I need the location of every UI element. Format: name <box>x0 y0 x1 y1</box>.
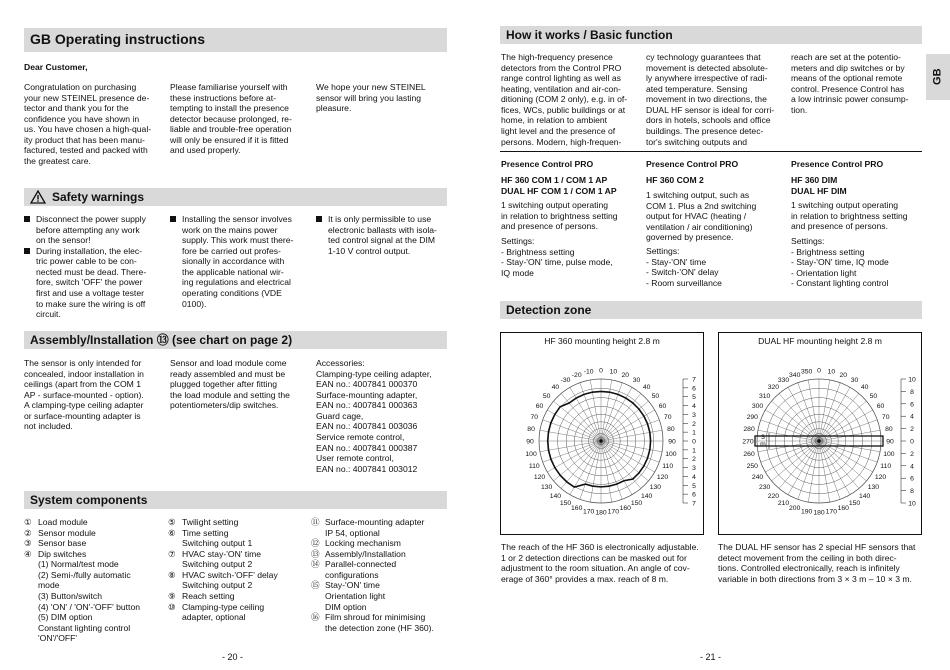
angle-label: 180 <box>813 509 825 517</box>
components-list-3 <box>311 517 451 633</box>
components-list-1 <box>24 517 164 644</box>
scale-label: 5 <box>692 394 696 402</box>
list-item: ⑦ HVAC stay-'ON' time Switching output 2 <box>168 548 262 570</box>
corridor-width-label: 3 <box>761 434 765 441</box>
angle-label: 250 <box>746 462 758 470</box>
list-item: ⑯ Film shroud for minimising the detection zone (HF 360). <box>311 612 434 633</box>
list-item: During installation, the elec- tric power cable to be con- nected must be dead. There- fore, switch 'OFF' the power first and use a voltage tester to make sure the wiring is off circuit. <box>24 246 164 320</box>
divider <box>500 151 922 152</box>
scale-label: 3 <box>692 411 696 419</box>
angle-label: 200 <box>789 505 801 513</box>
intro-col-3: We hope your new STEINEL sensor will bring you lasting pleasure. <box>316 82 426 114</box>
scale-label: 2 <box>910 450 914 458</box>
dualhf-detection-diagram: DUAL HF mounting height 2.8 m 350 0 10 20 30 40 50 60 70 80 90 100 110 120 130 140 150 160 170 180 190 200 210 220 230 240 250 260 270 280 290 300 310 320 330 340 10 8 6 4 2 0 2 4 6 8 10 3 m <box>718 332 922 535</box>
angle-label: 30 <box>850 377 859 385</box>
angle-label: 60 <box>658 403 667 410</box>
angle-label: 310 <box>758 392 771 400</box>
scale-label: 2 <box>692 456 696 464</box>
scale-label: 7 <box>692 500 696 508</box>
angle-label: 60 <box>876 403 885 410</box>
angle-label: 130 <box>867 484 880 492</box>
list-item: It is only permissible to use electronic ballasts with isola- ted control signal at the DIM 1-10 V control output. <box>316 214 451 256</box>
scale-label: 6 <box>910 475 914 483</box>
angle-label: 160 <box>571 505 583 513</box>
angle-label: 50 <box>542 392 551 400</box>
angle-label: 190 <box>800 508 813 516</box>
angle-label: 0 <box>817 367 821 375</box>
list-item: (3) Button/switch <box>38 590 102 601</box>
angle-label: 220 <box>767 492 780 500</box>
intro-col-2: Please familiarise yourself with these instructions before at- tempting to install the presence detector because prolonged, re- liable and trouble-free operation will only be ensured if it is fitted and used properly. <box>170 82 292 156</box>
how-col-3: reach are set at the potentio- meters and dip switches or by means of the optional remote control. Presence Control has a low intrinsic power consump- tion. <box>791 52 909 115</box>
scale-label: 3 <box>692 465 696 473</box>
product-1-settings: Settings: - Brightness setting - Stay-'ON' time, pulse mode, IQ mode <box>501 236 613 278</box>
angle-label: 330 <box>777 377 790 385</box>
angle-label: 280 <box>743 426 755 434</box>
angle-label: 260 <box>743 450 755 458</box>
angle-label: 110 <box>528 462 540 470</box>
angle-label: 20 <box>621 371 630 379</box>
page-number-left: - 20 - <box>222 652 244 662</box>
assembly-col-1: The sensor is only intended for concealed, indoor installation in ceilings (apart from the COM 1 AP - surface-mounted - option). A clamping-type ceiling adapter or surface-mounting adapter is not included. <box>24 358 144 432</box>
scale-label: 1 <box>692 429 696 437</box>
how-col-2: cy technology guarantees that movement is detected absolute- ly anywhere irrespective of radi- ated temperature. Sensing movement in two directions, the DUAL HF sensor is ideal for corri- dors in hotels, schools and office buildings. The presence detec- tor's switching outputs and <box>646 52 775 147</box>
list-item: Disconnect the power supply before attempting any work on the sensor! <box>24 214 164 246</box>
angle-label: 150 <box>848 499 861 507</box>
scale-label: 2 <box>692 420 696 428</box>
list-item: ② Sensor module <box>24 527 96 538</box>
product-1-heading: Presence Control PRO <box>501 159 594 169</box>
list-item: ⑩ Clamping-type ceiling adapter, optional <box>168 601 265 623</box>
assembly-col-3: Accessories: Clamping-type ceiling adapter, EAN no.: 4007841 000370 Surface-mounting adapter, EAN no.: 4007841 000363 Guard cage, EAN no.: 4007841 003036 Service remote control, EAN no.: 4007841 000387 User remote control, EAN no.: 4007841 003012 <box>316 358 432 474</box>
scale-label: 4 <box>692 473 696 481</box>
scale-label: 5 <box>692 482 696 490</box>
scale-label: 0 <box>910 438 914 446</box>
language-tab: GB <box>926 54 950 100</box>
list-item: ⑪ Surface-mounting adapter IP 54, optional <box>311 517 425 538</box>
list-item: ⑬ Assembly/Installation <box>311 548 406 559</box>
scale-label: 6 <box>910 401 914 409</box>
scale-label: 8 <box>910 388 914 396</box>
hf360-polar-chart <box>501 333 703 534</box>
angle-label: 240 <box>751 474 764 481</box>
angle-label: 300 <box>751 403 764 410</box>
scale-label: 2 <box>910 426 914 434</box>
scale-label: 10 <box>908 500 916 508</box>
angle-label: 140 <box>640 492 653 500</box>
warning-icon <box>30 190 46 204</box>
list-item: ④ Dip switches <box>24 548 87 559</box>
angle-label: 130 <box>540 484 553 492</box>
angle-label: 30 <box>632 377 641 385</box>
scale-label: 4 <box>692 403 696 411</box>
list-item: ⑨ Reach setting <box>168 590 235 601</box>
angle-label: 80 <box>527 426 535 434</box>
list-item: ⑥ Time setting Switching output 1 <box>168 527 253 549</box>
angle-label: 160 <box>837 505 849 513</box>
angle-label: 40 <box>551 384 560 392</box>
angle-label: 40 <box>642 384 651 392</box>
sensor-center <box>599 439 602 442</box>
list-item: ⑫ Locking mechanism <box>311 538 401 549</box>
scale-label: 4 <box>910 413 914 421</box>
angle-label: 40 <box>860 384 869 392</box>
list-item: ③ Sensor base <box>24 538 87 549</box>
product-2-settings: Settings: - Stay-'ON' time - Switch-'ON' delay - Room surveillance <box>646 246 722 288</box>
angle-label: 50 <box>869 392 878 400</box>
angle-label: 100 <box>883 450 895 458</box>
list-item: ⑤ Twilight setting <box>168 517 239 527</box>
angle-label: 60 <box>535 403 544 410</box>
safety-list-2 <box>170 214 310 309</box>
angle-label: 120 <box>874 474 887 481</box>
detection-header: Detection zone <box>500 301 922 319</box>
angle-label: 100 <box>665 450 677 458</box>
angle-label: 20 <box>839 371 848 379</box>
angle-label: 90 <box>526 438 534 446</box>
angle-label: 320 <box>767 384 780 392</box>
angle-label: 170 <box>607 508 620 516</box>
angle-label: 120 <box>656 474 669 481</box>
dualhf-polar-chart <box>719 333 921 534</box>
angle-label: 180 <box>595 509 607 517</box>
how-header: How it works / Basic function <box>500 26 922 44</box>
safety-list-1 <box>24 214 164 320</box>
angle-label: 160 <box>619 505 631 513</box>
list-item: Installing the sensor involves work on the mains power supply. This work must there- fore be carried out profes- sionally in accordance with the applicable national wir- ing regulations and electrical operating conditions (VDE 0100). <box>170 214 310 309</box>
product-3-desc: 1 switching output operating in relation to brightness setting and presence of persons. <box>791 200 908 232</box>
scale-label: 10 <box>908 376 916 384</box>
angle-label: -30 <box>560 377 571 385</box>
scale-label: 7 <box>692 376 696 384</box>
angle-label: -10 <box>583 368 594 376</box>
angle-label: 170 <box>582 508 595 516</box>
angle-label: 70 <box>881 414 890 422</box>
greeting: Dear Customer, <box>24 62 88 72</box>
scale-label: 6 <box>692 491 696 499</box>
list-item: ⑮ Stay-'ON' time Orientation light DIM option <box>311 580 386 612</box>
angle-label: 70 <box>530 414 539 422</box>
diagram-2-caption: The DUAL HF sensor has 2 special HF sensors that detect movement from the ceiling in both direc- tions. Controlled electronically, reach is infinitely variable in both directions from 3 × 3 m – 10 × 3 m. <box>718 542 916 584</box>
product-3-heading: Presence Control PRO <box>791 159 884 169</box>
product-3-settings: Settings: - Brightness setting - Stay-'ON' time, IQ mode - Orientation light - Constant lighting control <box>791 236 889 289</box>
list-item: (1) Normal/test mode <box>38 559 119 570</box>
angle-label: 10 <box>827 368 836 376</box>
scale-label: 1 <box>692 447 696 455</box>
angle-label: 80 <box>667 426 675 434</box>
angle-label: 80 <box>885 426 893 434</box>
list-item: (5) DIM option Constant lighting control 'ON'/'OFF' <box>38 612 131 644</box>
angle-label: 170 <box>825 508 838 516</box>
safety-header: Safety warnings <box>24 188 447 206</box>
product-2-heading: Presence Control PRO <box>646 159 739 169</box>
diagram-1-caption: The reach of the HF 360 is electronically adjustable. 1 or 2 detection directions can be masked out for adjustment to the room situation. An angle of cov- erage of 360° provides a max. reach of 8 m. <box>501 542 699 584</box>
angle-label: 350 <box>800 368 813 376</box>
angle-label: 120 <box>533 474 546 481</box>
scale-label: 0 <box>692 438 696 446</box>
product-2-models: HF 360 COM 2 <box>646 175 704 185</box>
how-col-1: The high-frequency presence detectors from the Control PRO range control lighting as well as heating, ventilation and air-con- ditioning (COM 2 only), e.g. in of- fices, WCs, public buildings or at home, in relation to ambient light level and the presence of persons. Modern, high-frequen- <box>501 52 628 147</box>
angle-label: 150 <box>559 499 572 507</box>
angle-label: 110 <box>662 462 674 470</box>
product-3-models: HF 360 DIM DUAL HF DIM <box>791 175 847 196</box>
components-header: System components <box>24 491 447 509</box>
angle-label: 0 <box>599 367 603 375</box>
assembly-header: Assembly/Installation ⑬ (see chart on page 2) <box>24 331 447 349</box>
hf360-detection-diagram: HF 360 mounting height 2.8 m 0 10 20 30 40 50 60 70 80 90 100 110 120 130 140 150 160 170 180 170 160 150 140 130 120 110 100 90 80 70 60 50 40 -30 -20 -10 7 6 5 4 3 2 1 0 1 2 3 4 5 6 7 <box>500 332 704 535</box>
sensor-center <box>817 439 820 442</box>
angle-label: 230 <box>758 484 771 492</box>
list-item: (2) Semi-/fully automatic mode <box>38 569 131 591</box>
corridor-width-label: m <box>760 441 766 448</box>
page-number-right: - 21 - <box>700 652 722 662</box>
assembly-col-2: Sensor and load module come ready assembled and must be plugged together after fitting the load module and setting the potentiometers/dip switches. <box>170 358 290 411</box>
product-2-desc: 1 switching output, such as COM 1. Plus a 2nd switching output for HVAC (heating / ventilation / air conditioning) governed by presence. <box>646 190 757 243</box>
list-item: (4) 'ON' / 'ON'-'OFF' button <box>38 601 141 612</box>
list-item: ⑭ Parallel-connected configurations <box>311 559 397 580</box>
product-1-desc: 1 switching output operating in relation to brightness setting and presence of persons. <box>501 200 618 232</box>
angle-label: 70 <box>663 414 672 422</box>
angle-label: 90 <box>668 438 676 446</box>
components-list-2 <box>168 517 308 623</box>
list-item: ⑧ HVAC switch-'OFF' delay Switching output 2 <box>168 569 278 591</box>
angle-label: -20 <box>571 371 582 379</box>
angle-label: 270 <box>742 438 754 446</box>
angle-label: 10 <box>609 368 618 376</box>
angle-label: 210 <box>777 499 790 507</box>
scale-label: 8 <box>910 488 914 496</box>
scale-label: 6 <box>692 385 696 393</box>
angle-label: 90 <box>886 438 894 446</box>
list-item: ① Load module <box>24 517 88 527</box>
angle-label: 140 <box>858 492 871 500</box>
angle-label: 150 <box>630 499 643 507</box>
angle-label: 100 <box>525 450 537 458</box>
safety-list-3 <box>316 214 451 256</box>
angle-label: 110 <box>880 462 892 470</box>
angle-label: 50 <box>651 392 660 400</box>
angle-label: 140 <box>549 492 562 500</box>
angle-label: 290 <box>746 414 758 422</box>
product-1-models: HF 360 COM 1 / COM 1 AP DUAL HF COM 1 / COM 1 AP <box>501 175 617 196</box>
page-title: GB Operating instructions <box>24 28 447 52</box>
angle-label: 130 <box>649 484 662 492</box>
intro-col-1: Congratulation on purchasing your new STEINEL presence de- tector and thank you for the confidence you have shown in us. You have chosen a high-qual- ity product that has been manu- factured, tested and packed with the greatest care. <box>24 82 152 166</box>
angle-label: 340 <box>789 371 801 379</box>
scale-label: 4 <box>910 463 914 471</box>
